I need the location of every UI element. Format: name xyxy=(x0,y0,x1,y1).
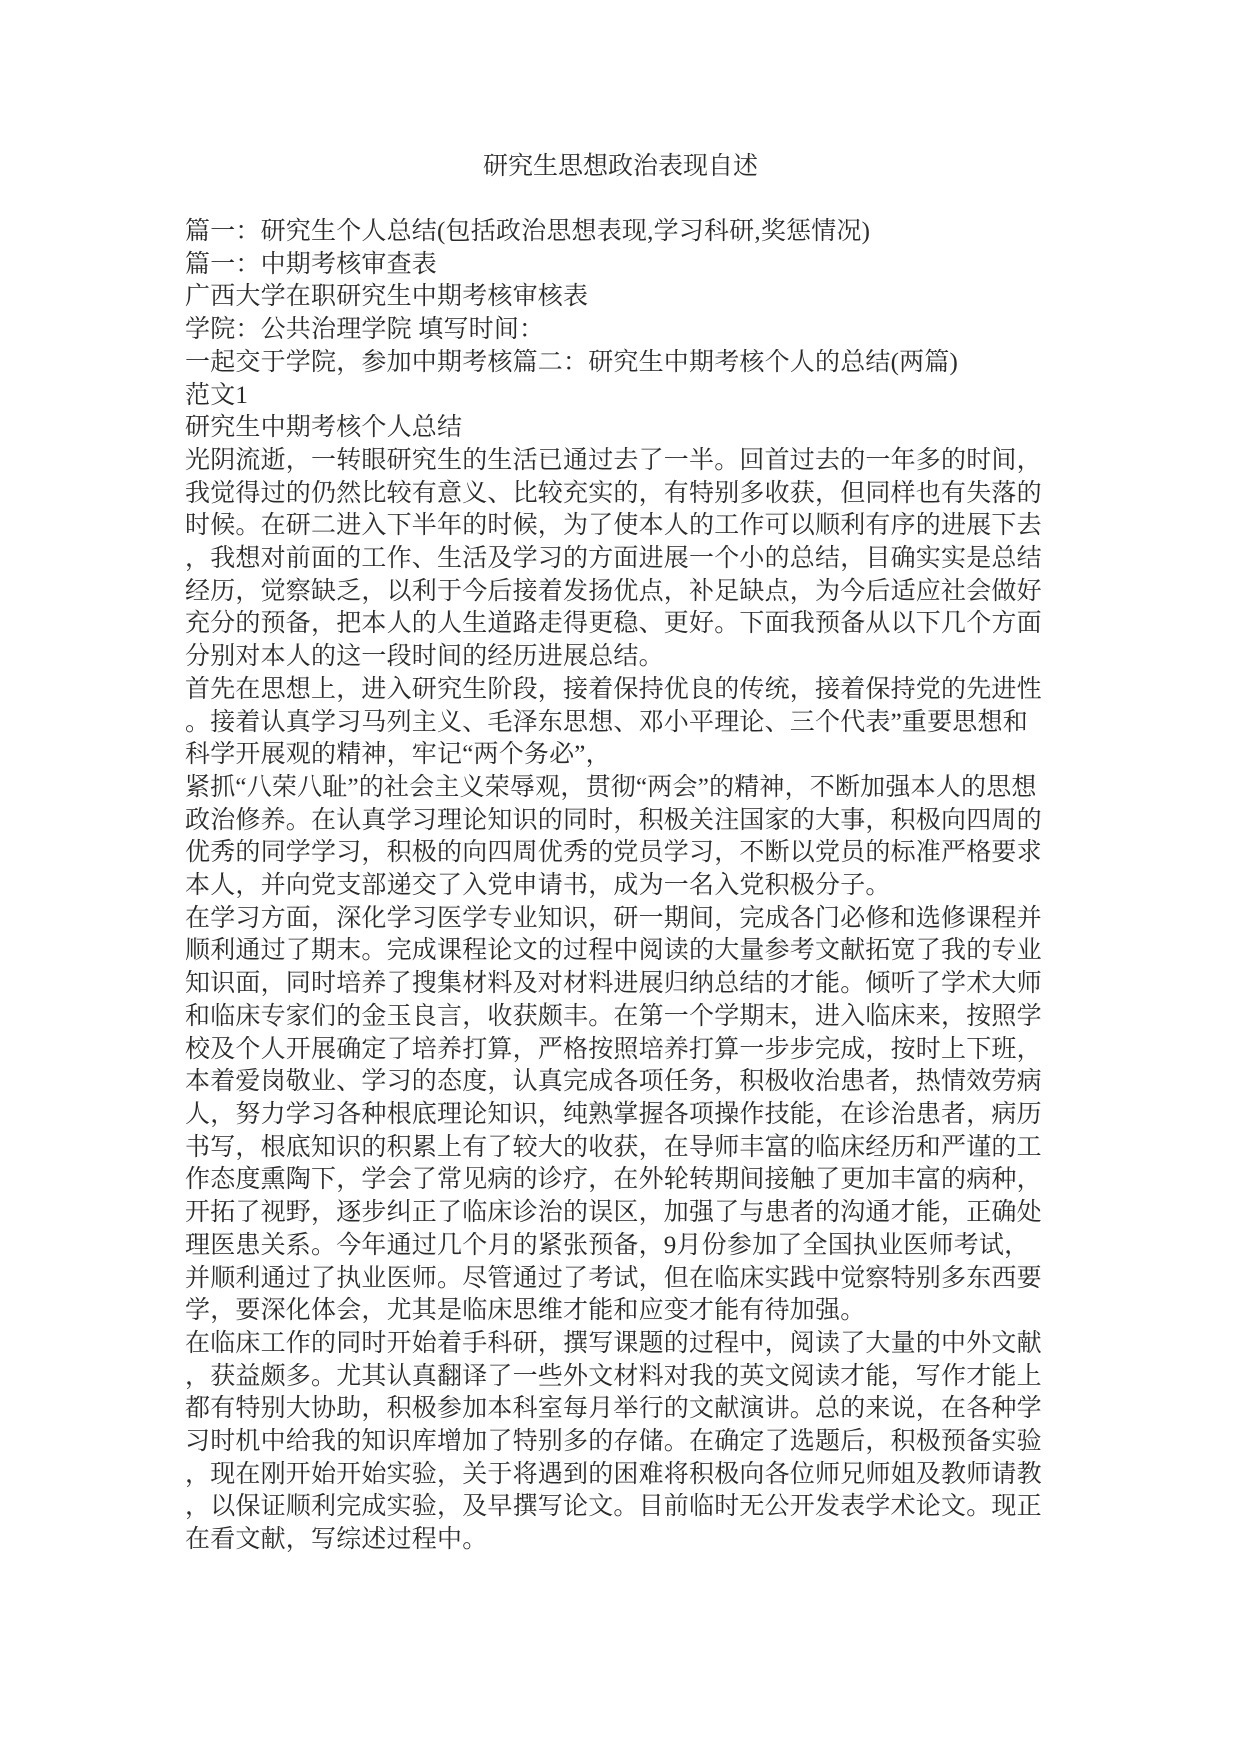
text-line: 首先在思想上，进入研究生阶段，接着保持优良的传统，接着保持党的先进性 xyxy=(185,675,1042,703)
text-line: 习时机中给我的知识库增加了特别多的存储。在确定了选题后，积极预备实验 xyxy=(185,1428,1042,1456)
text-line: 优秀的同学学习，积极的向四周优秀的党员学习，不断以党员的标准严格要求 xyxy=(185,839,1042,867)
text-line: 人，努力学习各种根底理论知识，纯熟掌握各项操作技能，在诊治患者，病历 xyxy=(185,1100,1042,1128)
text-line: 本人，并向党支部递交了入党申请书，成为一名入党积极分子。 xyxy=(185,872,891,900)
document-body xyxy=(185,216,1055,1557)
text-line: 分别对本人的这一段时间的经历进展总结。 xyxy=(185,643,664,671)
text-line: 范文1 xyxy=(185,381,249,409)
text-line: 知识面，同时培养了搜集材料及对材料进展归纳总结的才能。倾听了学术大师 xyxy=(185,970,1042,998)
text-line: 经历，觉察缺乏，以利于今后接着发扬优点，补足缺点，为今后适应社会做好 xyxy=(185,577,1042,605)
text-line: 在临床工作的同时开始着手科研，撰写课题的过程中，阅读了大量的中外文献 xyxy=(185,1329,1042,1357)
text-line: ，以保证顺利完成实验，及早撰写论文。目前临时无公开发表学术论文。现正 xyxy=(185,1493,1042,1521)
text-line: ，我想对前面的工作、生活及学习的方面进展一个小的总结，目确实实是总结 xyxy=(185,545,1042,573)
text-line: 并顺利通过了执业医师。尽管通过了考试，但在临床实践中觉察特别多东西要 xyxy=(185,1264,1042,1292)
text-line: 时候。在研二进入下半年的时候，为了使本人的工作可以顺利有序的进展下去 xyxy=(185,512,1042,540)
document-title: 研究生思想政治表现自述 xyxy=(482,153,758,180)
text-line: 和临床专家们的金玉良言，收获颇丰。在第一个学期末，进入临床来，按照学 xyxy=(185,1002,1042,1030)
text-line: 广西大学在职研究生中期考核审核表 xyxy=(185,283,589,311)
text-line: 一起交于学院，参加中期考核篇二：研究生中期考核个人的总结(两篇) xyxy=(185,348,959,376)
text-line: 本着爱岗敬业、学习的态度，认真完成各项任务，积极收治患者，热情效劳病 xyxy=(185,1068,1042,1096)
text-line: 紧抓“八荣八耻”的社会主义荣辱观，贯彻“两会”的精神，不断加强本人的思想 xyxy=(185,773,1037,801)
text-line: 都有特别大协助，积极参加本科室每月举行的文献演讲。总的来说，在各种学 xyxy=(185,1395,1042,1423)
text-line: 在学习方面，深化学习医学专业知识，研一期间，完成各门必修和选修课程并 xyxy=(185,904,1042,932)
text-line: 学，要深化体会，尤其是临床思维才能和应变才能有待加强。 xyxy=(185,1297,866,1325)
text-line: ，获益颇多。尤其认真翻译了一些外文材料对我的英文阅读才能，写作才能上 xyxy=(185,1362,1042,1390)
text-line: ，现在刚开始开始实验，关于将遇到的困难将积极向各位师兄师姐及教师请教 xyxy=(185,1460,1042,1488)
text-line: 充分的预备，把本人的人生道路走得更稳、更好。下面我预备从以下几个方面 xyxy=(185,610,1042,638)
text-line: 科学开展观的精神，牢记“两个务必”， xyxy=(185,741,611,769)
text-line: 篇一：研究生个人总结(包括政治思想表现,学习科研,奖惩情况) xyxy=(185,218,871,245)
text-line: 在看文献，写综述过程中。 xyxy=(185,1526,488,1554)
text-line: 光阴流逝，一转眼研究生的生活已通过去了一半。回首过去的一年多的时间， xyxy=(185,446,1042,474)
text-line: 理医患关系。今年通过几个月的紧张预备，9月份参加了全国执业医师考试， xyxy=(185,1231,1030,1259)
text-line: 开拓了视野，逐步纠正了临床诊治的误区，加强了与患者的沟通才能，正确处 xyxy=(185,1199,1042,1227)
text-line: 作态度熏陶下，学会了常见病的诊疗，在外轮转期间接触了更加丰富的病种， xyxy=(185,1166,1042,1194)
text-line: 我觉得过的仍然比较有意义、比较充实的，有特别多收获，但同样也有失落的 xyxy=(185,479,1042,507)
text-line: 学院：公共治理学院 填写时间： xyxy=(185,316,545,344)
text-line: 政治修养。在认真学习理论知识的同时，积极关注国家的大事，积极向四周的 xyxy=(185,806,1042,834)
text-line: 篇一：中期考核审查表 xyxy=(185,250,438,278)
text-line: 。接着认真学习马列主义、毛泽东思想、邓小平理论、三个代表”重要思想和 xyxy=(185,708,1028,736)
text-line: 校及个人开展确定了培养打算，严格按照培养打算一步步完成，按时上下班， xyxy=(185,1035,1042,1063)
text-line: 研究生中期考核个人总结 xyxy=(185,414,463,442)
text-line: 书写，根底知识的积累上有了较大的收获，在导师丰富的临床经历和严谨的工 xyxy=(185,1133,1042,1161)
text-line: 顺利通过了期末。完成课程论文的过程中阅读的大量参考文献拓宽了我的专业 xyxy=(185,937,1042,965)
